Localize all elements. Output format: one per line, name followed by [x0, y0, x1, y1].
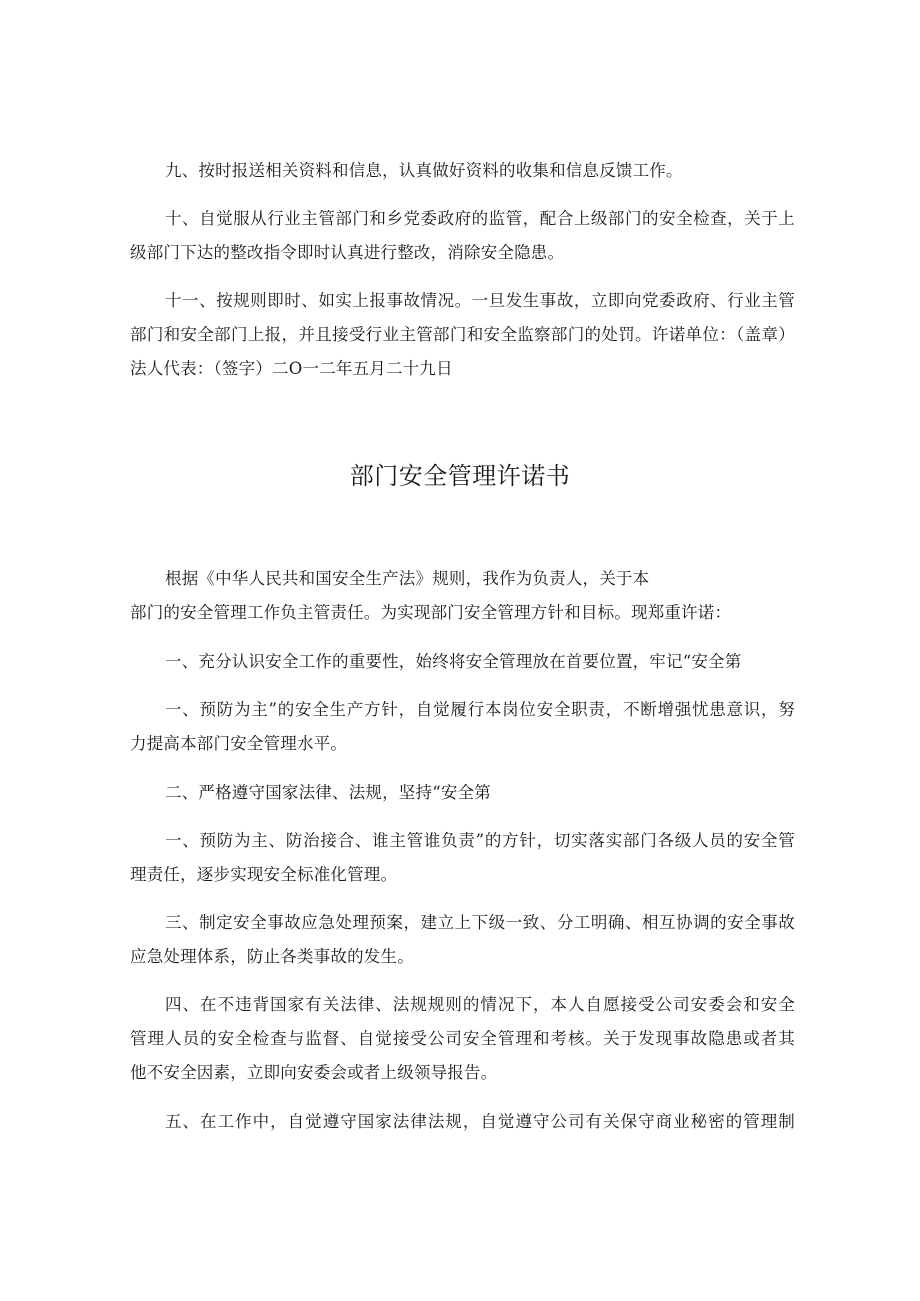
item-4-line-3: 他不安全因素，立即向安委会或者上级领导报告。: [130, 1063, 498, 1082]
item-2-line-1: 二、严格遵守国家法律、法规，坚持“安全第: [165, 783, 491, 802]
item-1-line-2: 一、预防为主”的安全生产方针，自觉履行本岗位安全职责，不断增强忧患意识，努: [165, 700, 795, 719]
item-4-line-2: 管理人员的安全检查与监督、自觉接受公司安全管理和考核。关于发现事故隐患或者其: [130, 1029, 795, 1048]
item-2-line-3: 理责任，逐步实现安全标准化管理。: [130, 865, 398, 884]
item-10-line-2: 级部门下达的整改指令即时认真进行整改，消除安全隐患。: [130, 243, 565, 262]
item-10-line-1: 十、自觉服从行业主管部门和乡党委政府的监管，配合上级部门的安全检查，关于上: [165, 209, 795, 228]
item-3-line-1: 三、制定安全事故应急处理预案，建立上下级一致、分工明确、相互协调的安全事故: [165, 913, 795, 932]
item-4-line-1: 四、在不违背国家有关法律、法规规则的情况下，本人自愿接受公司安委会和安全: [165, 995, 795, 1014]
item-9-line-1: 九、按时报送相关资料和信息，认真做好资料的收集和信息反馈工作。: [165, 161, 683, 180]
item-11-line-2: 部门和安全部门上报，并且接受行业主管部门和安全监察部门的处罚。许诺单位：（盖章）: [130, 325, 795, 344]
item-2-line-2: 一、预防为主、防治接合、谁主管谁负责”的方针，切实落实部门各级人员的安全管: [165, 831, 795, 850]
item-5-line-1: 五、在工作中，自觉遵守国家法律法规，自觉遵守公司有关保守商业秘密的管理制: [165, 1112, 795, 1131]
item-3-line-2: 应急处理体系，防止各类事故的发生。: [130, 947, 414, 966]
item-11-line-1: 十一、按规则即时、如实上报事故情况。一旦发生事故，立即向党委政府、行业主管: [165, 291, 795, 310]
document-title: 部门安全管理许诺书: [349, 462, 571, 490]
intro-line-2: 部门的安全管理工作负主管责任。为实现部门安全管理方针和目标。现郑重许诺：: [130, 603, 732, 622]
item-1-line-1: 一、充分认识安全工作的重要性，始终将安全管理放在首要位置，牢记“安全第: [165, 652, 742, 671]
intro-line-1: 根据《中华人民共和国安全生产法》规则，我作为负责人，关于本: [165, 569, 650, 588]
item-11-line-3: 法人代表：（签字）二O一二年五月二十九日: [130, 359, 453, 378]
item-1-line-3: 力提高本部门安全管理水平。: [130, 734, 348, 753]
